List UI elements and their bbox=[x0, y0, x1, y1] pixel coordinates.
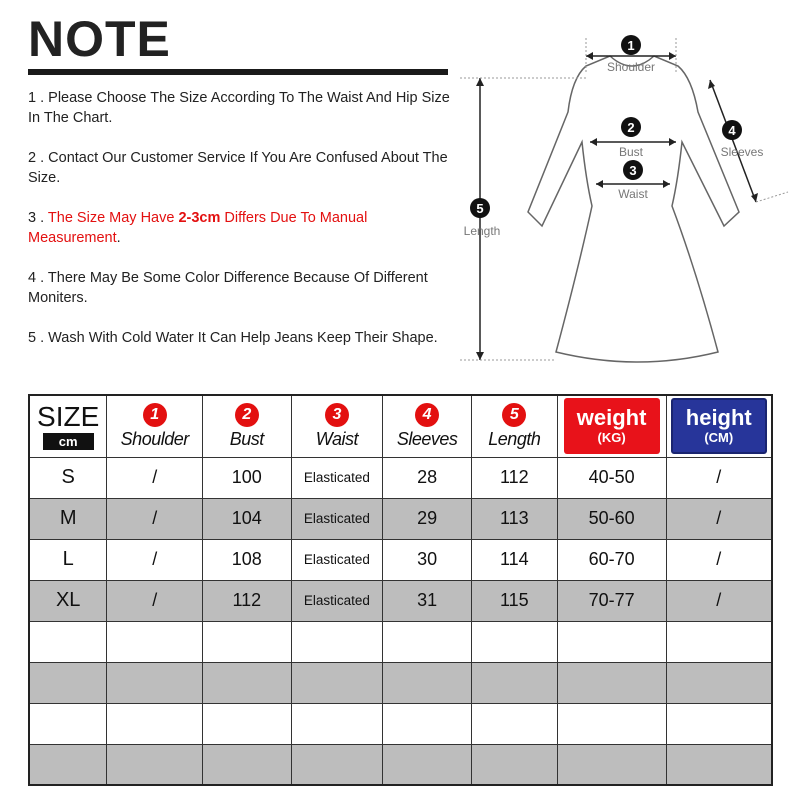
svg-text:3: 3 bbox=[629, 163, 637, 178]
table-row: M / 104 Elasticated 29 113 50-60 / bbox=[29, 498, 772, 539]
col-header-weight: weight (KG) bbox=[557, 395, 666, 457]
col-header-length: 5 Length bbox=[471, 395, 557, 457]
note-item-4: 4 . There May Be Some Color Difference Because Of Different Moniters. bbox=[28, 270, 428, 306]
svg-text:Length: Length bbox=[463, 224, 501, 238]
svg-text:2: 2 bbox=[627, 120, 635, 135]
notes-list bbox=[28, 88, 458, 368]
table-row: XL / 112 Elasticated 31 115 70-77 / bbox=[29, 580, 772, 621]
empty-row bbox=[29, 744, 772, 785]
svg-text:5: 5 bbox=[476, 201, 484, 216]
size-chart-table bbox=[28, 394, 773, 786]
col-header-bust: 2 Bust bbox=[203, 395, 291, 457]
title-underline bbox=[28, 69, 448, 75]
svg-text:Bust: Bust bbox=[618, 145, 644, 159]
note-item-3: 3 . The Size May Have 2-3cm Differs Due To Manual Measurement. bbox=[28, 210, 368, 246]
table-row: S / 100 Elasticated 28 112 40-50 / bbox=[29, 457, 772, 498]
svg-text:Waist: Waist bbox=[618, 187, 648, 201]
svg-text:4: 4 bbox=[728, 123, 736, 138]
col-header-shoulder: 1 Shoulder bbox=[107, 395, 203, 457]
svg-text:1: 1 bbox=[627, 38, 635, 53]
empty-row bbox=[29, 621, 772, 662]
table-row: L / 108 Elasticated 30 114 60-70 / bbox=[29, 539, 772, 580]
col-header-height: height (CM) bbox=[666, 395, 772, 457]
empty-row bbox=[29, 662, 772, 703]
col-header-sleeves: 4 Sleeves bbox=[383, 395, 472, 457]
svg-text:Sleeves: Sleeves bbox=[720, 145, 764, 159]
dress-measurement-diagram bbox=[456, 30, 800, 370]
note-item-2: 2 . Contact Our Customer Service If You Are Confused About The Size. bbox=[28, 150, 448, 186]
col-header-waist: 3 Waist bbox=[291, 395, 383, 457]
svg-text:Shoulder: Shoulder bbox=[606, 60, 656, 74]
empty-row bbox=[29, 703, 772, 744]
page-title: NOTE bbox=[28, 11, 171, 67]
dress-outline bbox=[528, 56, 739, 362]
note-item-5: 5 . Wash With Cold Water It Can Help Jeans Keep Their Shape. bbox=[28, 330, 438, 346]
size-header: SIZE cm bbox=[29, 395, 107, 457]
note-item-1: 1 . Please Choose The Size According To The Waist And Hip Size In The Chart. bbox=[28, 90, 450, 126]
table-header-row bbox=[29, 395, 772, 457]
